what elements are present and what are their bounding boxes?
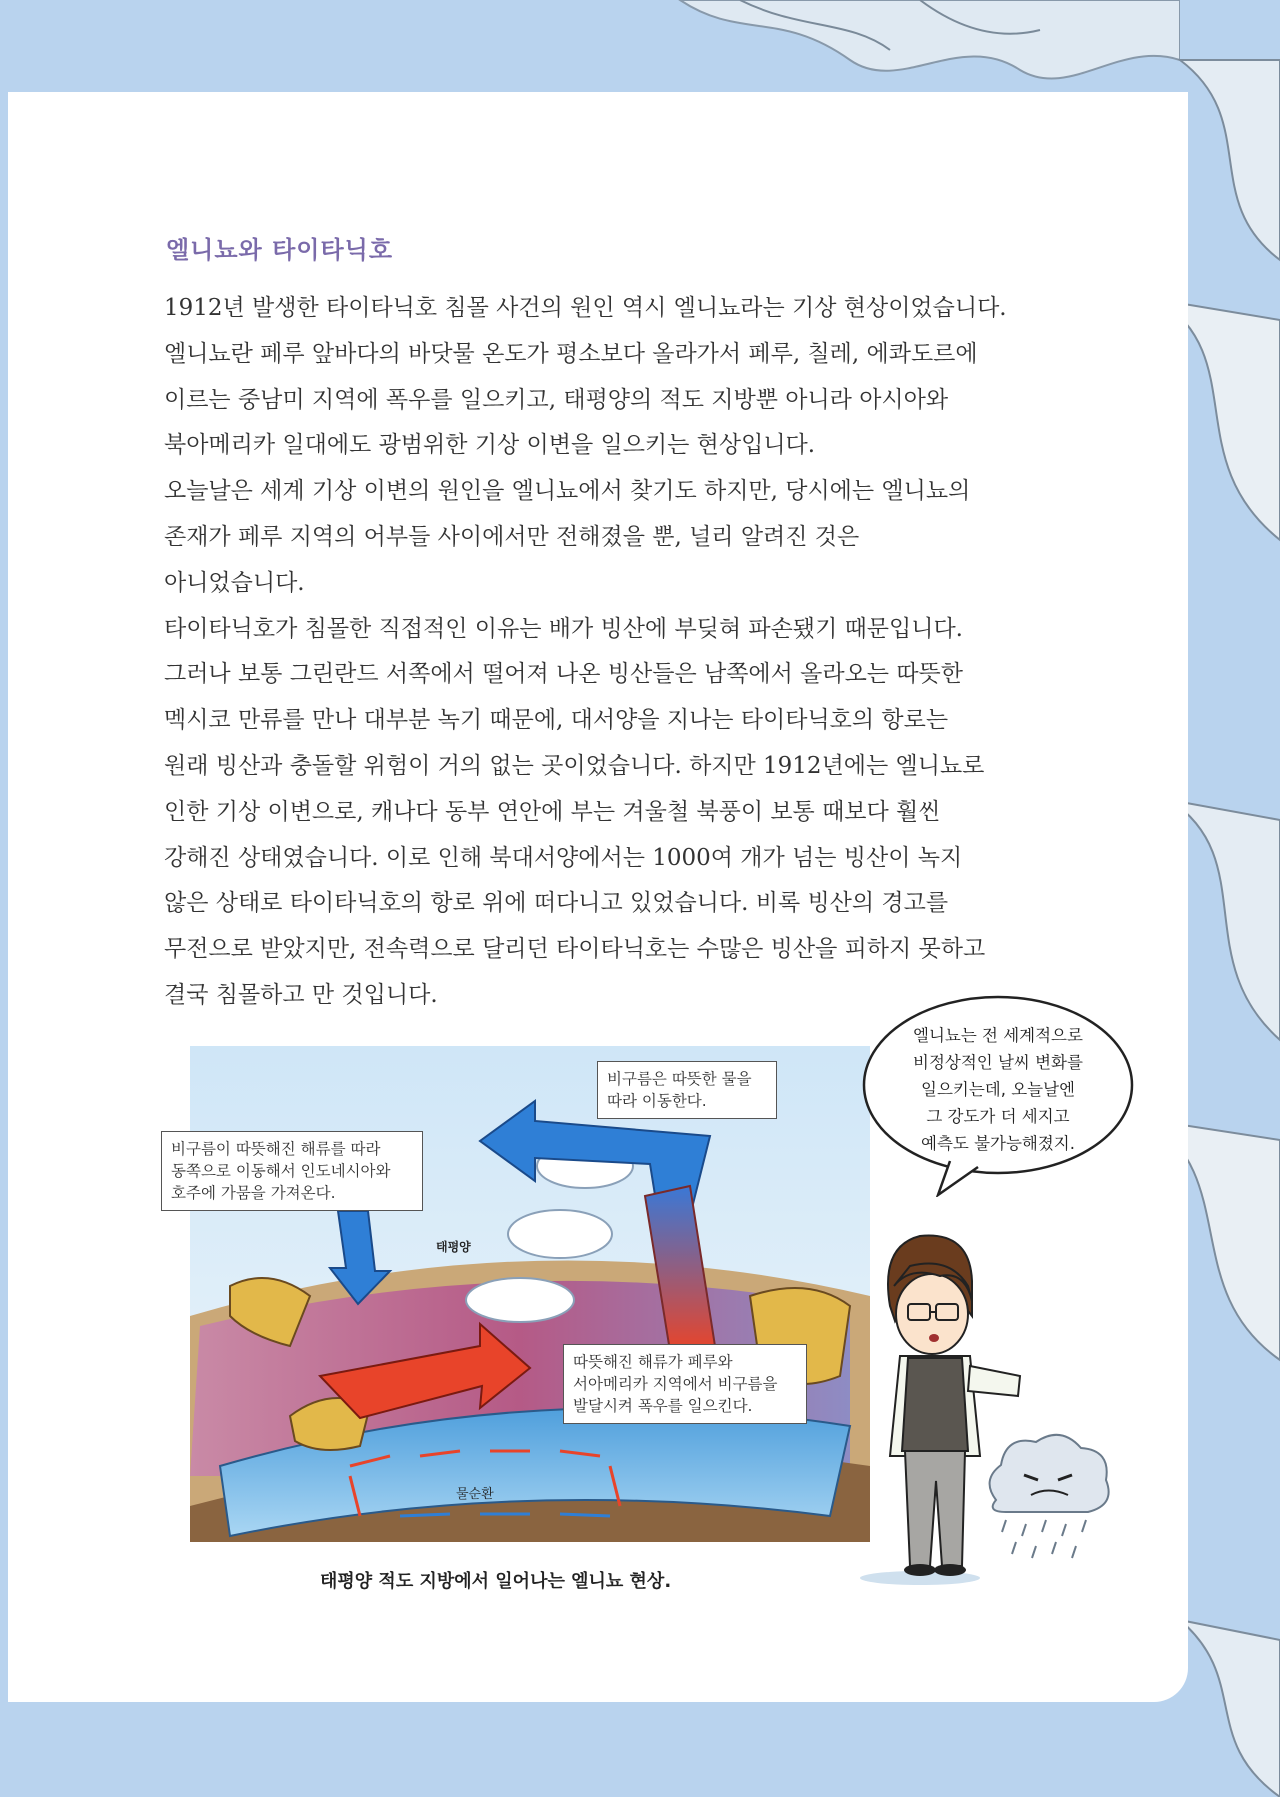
el-nino-illustration: [190, 1046, 870, 1542]
rain-cloud-character-icon: [976, 1420, 1116, 1580]
text-line: 오늘날은 세계 기상 이변의 원인을 엘니뇨에서 찾기도 하지만, 당시에는 엘니뇨의: [164, 478, 971, 505]
paragraph-1: [164, 286, 1124, 469]
callout-line: 따뜻해진 해류가 페루와: [573, 1353, 733, 1371]
text-line: 인한 기상 이변으로, 캐나다 동부 연안에 부는 겨울철 북풍이 보통 때보다 훨씬: [164, 798, 941, 825]
callout-west-drought: [161, 1131, 423, 1211]
text-line: 이르는 중남미 지역에 폭우를 일으키고, 태평양의 적도 지방뿐 아니라 아시아와: [164, 386, 949, 413]
callout-line: 따라 이동한다.: [607, 1092, 707, 1110]
callout-line: 호주에 가뭄을 가져온다.: [171, 1184, 336, 1202]
text-line: 결국 침몰하고 만 것입니다.: [164, 981, 438, 1008]
callout-line: 비구름은 따뜻한 물을: [607, 1070, 752, 1088]
text-line: 않은 상태로 타이타닉호의 항로 위에 떠다니고 있었습니다. 비록 빙산의 경고를: [164, 890, 949, 917]
text-line: 원래 빙산과 충돌할 위험이 거의 없는 곳이었습니다. 하지만 1912년에는 엘니뇨로: [164, 752, 985, 779]
text-line: 아니었습니다.: [164, 569, 305, 596]
bubble-line: 비정상적인 날씨 변화를: [913, 1053, 1083, 1072]
article-body: [164, 286, 1124, 1019]
bubble-line: 그 강도가 더 세지고: [926, 1107, 1070, 1126]
text-line: 멕시코 만류를 만나 대부분 녹기 때문에, 대서양을 지나는 타이타닉호의 항로는: [164, 707, 949, 734]
rain-drops: [1002, 1520, 1086, 1558]
text-line: 북아메리카 일대에도 광범위한 기상 이변을 일으키는 현상입니다.: [164, 432, 816, 459]
text-line: 강해진 상태였습니다. 이로 인해 북대서양에서는 1000여 개가 넘는 빙산이 녹지: [164, 844, 963, 871]
bubble-line: 엘니뇨는 전 세계적으로: [913, 1026, 1083, 1045]
pacific-label: 태평양: [436, 1240, 471, 1254]
text-line: 타이타닉호가 침몰한 직접적인 이유는 배가 빙산에 부딪혀 파손됐기 때문입니다.: [164, 615, 963, 642]
callout-line: 발달시켜 폭우를 일으킨다.: [573, 1397, 753, 1415]
bubble-line: 일으키는데, 오늘날엔: [921, 1080, 1075, 1099]
callout-east-rain: [563, 1344, 807, 1424]
paragraph-2: [164, 469, 1124, 606]
bubble-line: 예측도 불가능해졌지.: [921, 1134, 1075, 1153]
text-line: 엘니뇨란 페루 앞바다의 바닷물 온도가 평소보다 올라가서 페루, 칠레, 에콰도르에: [164, 340, 978, 367]
text-line: 1912년 발생한 타이타닉호 침몰 사건의 원인 역시 엘니뇨라는 기상 현상이었습니다.: [164, 295, 1007, 321]
speech-bubble-text: [880, 1022, 1116, 1157]
article-heading: 엘니뇨와 타이타닉호: [166, 236, 394, 264]
callout-line: 서아메리카 지역에서 비구름을: [573, 1375, 778, 1393]
paragraph-3: [164, 607, 1124, 1019]
text-line: 존재가 페루 지역의 어부들 사이에서만 전해졌을 뿐, 널리 알려진 것은: [164, 523, 860, 550]
illustration-caption: 태평양 적도 지방에서 일어나는 엘니뇨 현상.: [320, 1571, 672, 1592]
text-line: 무전으로 받았지만, 전속력으로 달리던 타이타닉호는 수많은 빙산을 피하지 못하고: [164, 936, 986, 963]
text-line: 그러나 보통 그린란드 서쪽에서 떨어져 나온 빙산들은 남쪽에서 올라오는 따뜻한: [164, 661, 963, 688]
water-cycle-label: 물순환: [456, 1487, 494, 1502]
callout-line: 비구름이 따뜻해진 해류를 따라: [171, 1140, 381, 1158]
callout-line: 동쪽으로 이동해서 인도네시아와: [171, 1162, 391, 1180]
callout-clouds-follow: [597, 1061, 777, 1119]
